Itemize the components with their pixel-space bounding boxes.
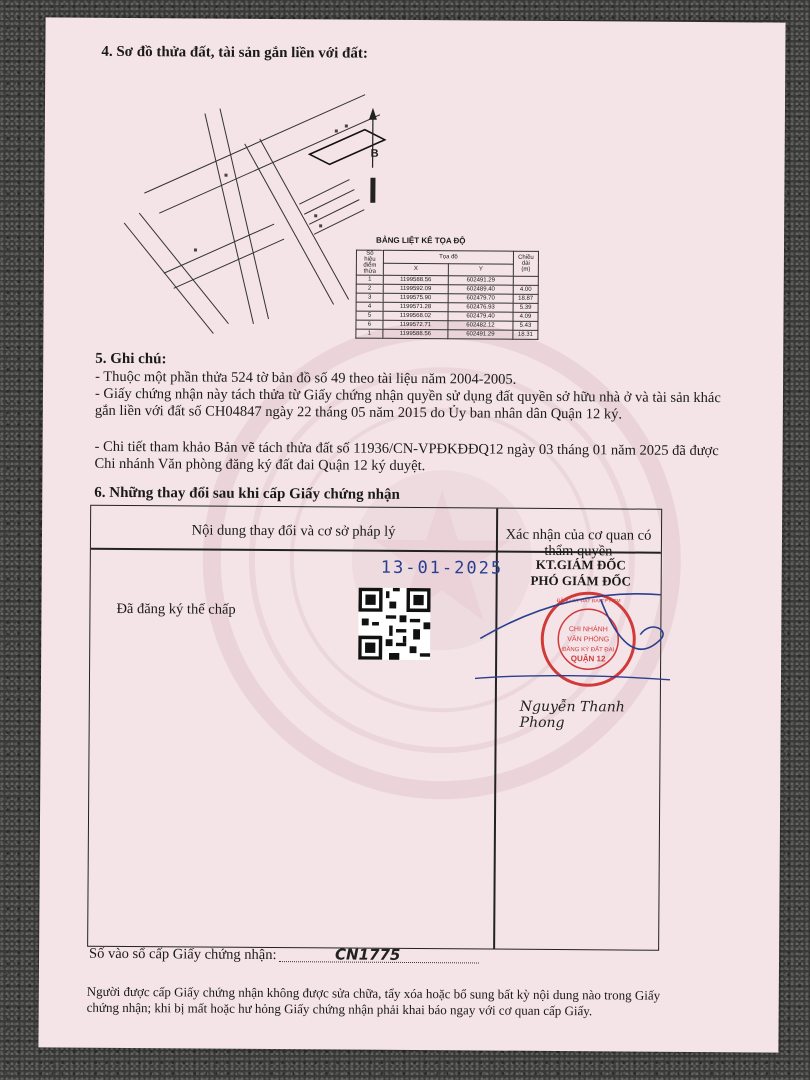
coord-cell-pt: 6 [356, 320, 383, 329]
coord-col-x: X [383, 263, 448, 276]
changes-title: 6. Những thay đổi sau khi cấp Giấy chứng nhận [94, 484, 400, 503]
site-map-diagram [103, 73, 395, 345]
coord-cell-len: 5.39 [513, 303, 538, 312]
coord-cell-len [513, 276, 538, 285]
coord-cell-len: 18.87 [513, 294, 538, 303]
footer-note: Người được cấp Giấy chứng nhận không được sửa chữa, tẩy xóa hoặc bổ sung bất kỳ nội dung nào trong Giấy chứng nhận; khi bị mất hoặc hư hỏng Giấy chứng nhận phải khai báo ngay với cơ quan cấp Giấy. [86, 983, 661, 1019]
svg-text:VĂN PHÒNG: VĂN PHÒNG [567, 636, 610, 644]
svg-text:ĐĂNG KÝ ĐẤT ĐAI TP HCM: ĐĂNG KÝ ĐẤT ĐAI TP HCM [556, 598, 621, 605]
coord-cell-len: 4.00 [513, 285, 538, 294]
coord-cell-pt: 5 [356, 311, 383, 320]
coord-cell-x: 1199568.02 [383, 311, 448, 320]
register-number: CN1775 [335, 945, 401, 964]
coordinate-table [355, 250, 539, 340]
coord-table-title: BẢNG LIỆT KÊ TỌA ĐỘ [376, 235, 466, 246]
signer-title-2: PHÓ GIÁM ĐỐC [530, 572, 631, 589]
map-section-title: 4. Sơ đồ thửa đất, tài sản gắn liền với đất: [101, 43, 368, 62]
signature-icon [470, 578, 671, 689]
changes-table [87, 505, 662, 951]
qr-code-icon [358, 588, 431, 661]
notes-title: 5. Ghi chú: [95, 350, 167, 368]
coord-col-y: Y [448, 263, 513, 276]
coord-cell-len: 5.43 [513, 321, 538, 330]
coord-cell-x: 1199588.56 [383, 275, 448, 284]
coord-cell-y: 602479.40 [448, 312, 513, 321]
coord-cell-x: 1199572.71 [383, 320, 448, 329]
coord-cell-pt: 1 [356, 329, 383, 338]
coord-cell-pt: 3 [356, 293, 383, 302]
signer-name: Nguyễn Thanh Phong [519, 698, 625, 732]
coord-col-point: Số hiệu điểm thửa [356, 250, 383, 275]
coord-cell-x: 1199571.28 [383, 302, 448, 311]
coord-cell-pt: 4 [356, 302, 383, 311]
coord-cell-len: 4.09 [513, 312, 538, 321]
coord-cell-x: 1199592.09 [383, 284, 448, 293]
coord-cell-y: 602476.93 [448, 303, 513, 312]
register-label: Số vào sổ cấp Giấy chứng nhận: [89, 945, 277, 964]
coord-cell-y: 602491.29 [448, 330, 513, 339]
coord-cell-y: 602482.12 [448, 321, 513, 330]
col-content-header: Nội dung thay đổi và cơ sở pháp lý [191, 522, 396, 540]
entry-text: Đã đăng ký thế chấp [116, 600, 236, 618]
svg-text:ĐĂNG KÝ ĐẤT ĐAI: ĐĂNG KÝ ĐẤT ĐAI [562, 647, 615, 654]
coord-cell-y: 602491.29 [448, 276, 513, 285]
coord-cell-pt: 1 [356, 275, 383, 284]
svg-text:QUẬN 12: QUẬN 12 [570, 654, 606, 664]
coord-cell-x: 1199575.90 [383, 293, 448, 302]
coord-cell-len: 18.31 [513, 330, 538, 339]
coord-cell-y: 602479.70 [448, 294, 513, 303]
col-confirm-header: Xác nhận của cơ quan có thẩm quyền [505, 526, 652, 560]
north-arrow-icon [362, 108, 403, 208]
note-line-3: - Chi tiết tham khảo Bản vẽ tách thửa đất số 11936/CN-VPĐKĐĐQ12 ngày 03 tháng 01 năm 2025 đã được Chi nhánh Văn phòng đăng ký đất đai Quận 12 ký duyệt. [94, 438, 719, 475]
stamp-date: 13-01-2025 [380, 557, 504, 579]
coord-cell-x: 1199588.56 [383, 329, 448, 338]
coord-row [356, 329, 538, 339]
north-label: B [370, 147, 379, 160]
signer-title-1: KT.GIÁM ĐỐC [535, 556, 626, 573]
certificate-page [38, 17, 785, 1052]
svg-text:CHI NHÁNH: CHI NHÁNH [568, 626, 608, 634]
coord-col-coords: Tọa độ [383, 250, 513, 263]
coord-cell-pt: 2 [356, 284, 383, 293]
note-line-1: - Thuộc một phần thửa 524 tờ bản đồ số 49 theo tài liệu năm 2004-2005. [95, 368, 517, 388]
coord-cell-y: 602489.40 [448, 285, 513, 294]
note-line-2: - Giấy chứng nhận này tách thửa từ Giấy chứng nhận quyền sử dụng đất quyền sở hữu nhà ở và tài sản khác gắn liền với đất số CH04847 ngày 22 tháng 05 năm 2015 do Ủy ban nhân dân Quận 12 ký. [94, 385, 721, 423]
coord-col-length: Chiều dài (m) [513, 251, 538, 276]
